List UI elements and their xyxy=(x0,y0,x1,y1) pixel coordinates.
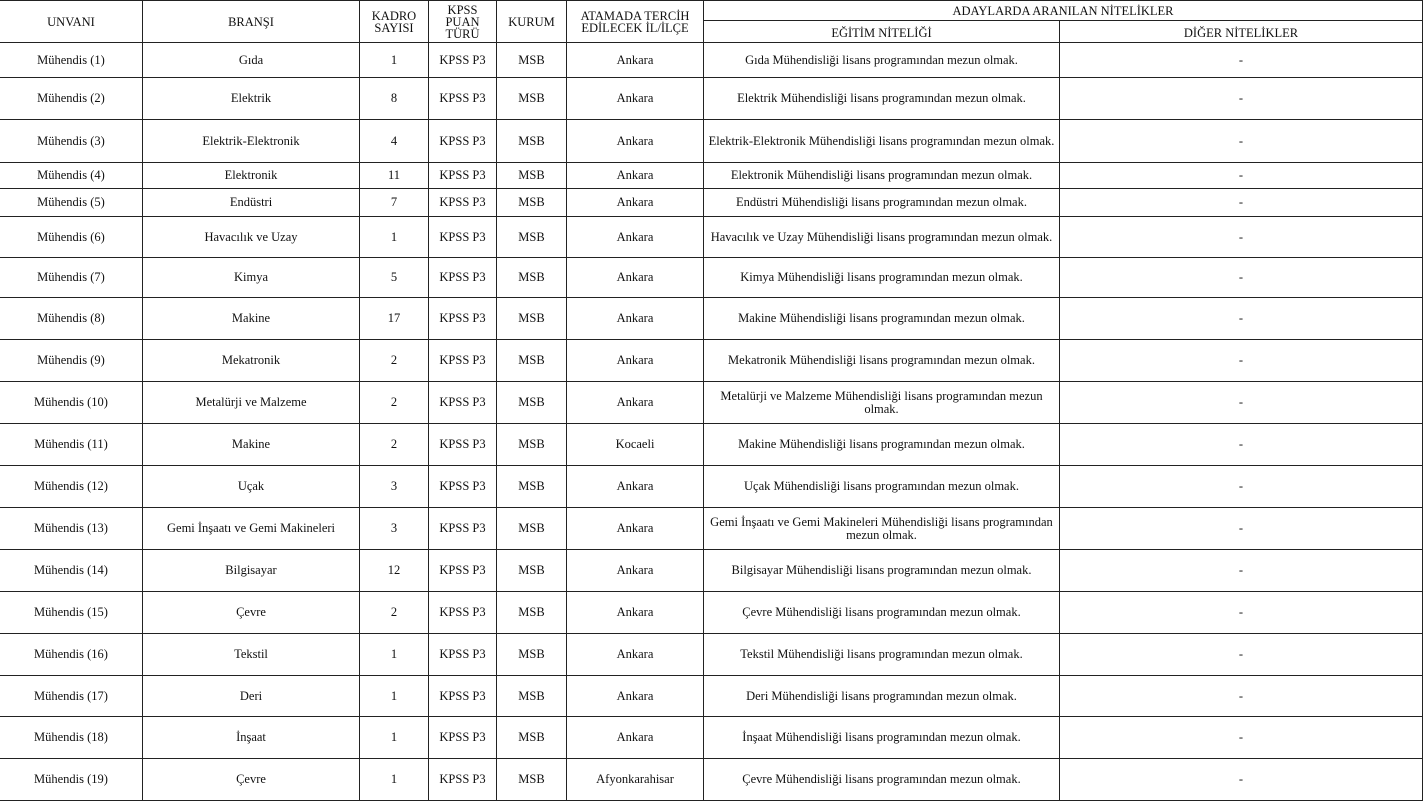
cell-kadro: 1 xyxy=(360,43,429,78)
cell-unvan: Mühendis (5) xyxy=(0,189,143,217)
cell-egitim: İnşaat Mühendisliği lisans programından mezun olmak. xyxy=(704,717,1060,759)
header-atama: ATAMADA TERCİH EDİLECEK İL/İLÇE xyxy=(567,1,704,43)
cell-kadro: 17 xyxy=(360,298,429,340)
cell-kpss: KPSS P3 xyxy=(429,550,497,592)
cell-egitim: Gemi İnşaatı ve Gemi Makineleri Mühendisliği lisans programından mezun olmak. xyxy=(704,508,1060,550)
cell-kpss: KPSS P3 xyxy=(429,424,497,466)
table-row xyxy=(0,163,1423,189)
cell-kurum: MSB xyxy=(497,78,567,120)
cell-kurum: MSB xyxy=(497,258,567,298)
cell-il: Ankara xyxy=(567,298,704,340)
cell-il: Ankara xyxy=(567,189,704,217)
cell-egitim: Elektronik Mühendisliği lisans programından mezun olmak. xyxy=(704,163,1060,189)
cell-kpss: KPSS P3 xyxy=(429,759,497,801)
cell-egitim: Deri Mühendisliği lisans programından mezun olmak. xyxy=(704,676,1060,717)
cell-kpss: KPSS P3 xyxy=(429,189,497,217)
cell-diger: - xyxy=(1060,43,1423,78)
cell-kadro: 4 xyxy=(360,120,429,163)
cell-egitim: Makine Mühendisliği lisans programından mezun olmak. xyxy=(704,424,1060,466)
header-diger: DİĞER NİTELİKLER xyxy=(1060,21,1423,43)
cell-diger: - xyxy=(1060,424,1423,466)
cell-kpss: KPSS P3 xyxy=(429,120,497,163)
cell-kurum: MSB xyxy=(497,340,567,382)
cell-kurum: MSB xyxy=(497,676,567,717)
cell-kurum: MSB xyxy=(497,163,567,189)
cell-kpss: KPSS P3 xyxy=(429,466,497,508)
table-row xyxy=(0,676,1423,717)
cell-egitim: Elektrik-Elektronik Mühendisliği lisans programından mezun olmak. xyxy=(704,120,1060,163)
cell-brans: Gemi İnşaatı ve Gemi Makineleri xyxy=(143,508,360,550)
header-egitim: EĞİTİM NİTELİĞİ xyxy=(704,21,1060,43)
cell-egitim: Havacılık ve Uzay Mühendisliği lisans programından mezun olmak. xyxy=(704,217,1060,258)
cell-kadro: 2 xyxy=(360,592,429,634)
cell-unvan: Mühendis (14) xyxy=(0,550,143,592)
cell-egitim: Endüstri Mühendisliği lisans programından mezun olmak. xyxy=(704,189,1060,217)
cell-brans: Gıda xyxy=(143,43,360,78)
cell-egitim: Mekatronik Mühendisliği lisans programından mezun olmak. xyxy=(704,340,1060,382)
table-row xyxy=(0,340,1423,382)
table-row xyxy=(0,592,1423,634)
cell-kurum: MSB xyxy=(497,759,567,801)
cell-diger: - xyxy=(1060,189,1423,217)
cell-kadro: 1 xyxy=(360,634,429,676)
cell-kadro: 3 xyxy=(360,466,429,508)
cell-kurum: MSB xyxy=(497,189,567,217)
cell-kurum: MSB xyxy=(497,43,567,78)
cell-kpss: KPSS P3 xyxy=(429,717,497,759)
cell-kurum: MSB xyxy=(497,634,567,676)
cell-unvan: Mühendis (17) xyxy=(0,676,143,717)
cell-egitim: Kimya Mühendisliği lisans programından mezun olmak. xyxy=(704,258,1060,298)
cell-il: Ankara xyxy=(567,676,704,717)
cell-diger: - xyxy=(1060,550,1423,592)
cell-kadro: 2 xyxy=(360,424,429,466)
cell-kpss: KPSS P3 xyxy=(429,298,497,340)
cell-egitim: Gıda Mühendisliği lisans programından mezun olmak. xyxy=(704,43,1060,78)
table-row xyxy=(0,78,1423,120)
cell-il: Ankara xyxy=(567,163,704,189)
header-brans: BRANŞI xyxy=(143,1,360,43)
table-row xyxy=(0,759,1423,801)
cell-brans: Kimya xyxy=(143,258,360,298)
cell-kpss: KPSS P3 xyxy=(429,43,497,78)
cell-kpss: KPSS P3 xyxy=(429,676,497,717)
cell-diger: - xyxy=(1060,120,1423,163)
table-body xyxy=(0,43,1423,801)
cell-kpss: KPSS P3 xyxy=(429,634,497,676)
cell-il: Ankara xyxy=(567,217,704,258)
cell-diger: - xyxy=(1060,298,1423,340)
cell-egitim: Makine Mühendisliği lisans programından mezun olmak. xyxy=(704,298,1060,340)
cell-diger: - xyxy=(1060,78,1423,120)
header-kadro: KADRO SAYISI xyxy=(360,1,429,43)
cell-brans: Bilgisayar xyxy=(143,550,360,592)
cell-unvan: Mühendis (10) xyxy=(0,382,143,424)
cell-kpss: KPSS P3 xyxy=(429,340,497,382)
cell-il: Ankara xyxy=(567,382,704,424)
cell-unvan: Mühendis (8) xyxy=(0,298,143,340)
table-row xyxy=(0,298,1423,340)
table-row xyxy=(0,466,1423,508)
cell-kurum: MSB xyxy=(497,592,567,634)
table-row xyxy=(0,217,1423,258)
cell-kpss: KPSS P3 xyxy=(429,592,497,634)
table-row xyxy=(0,634,1423,676)
cell-egitim: Elektrik Mühendisliği lisans programından mezun olmak. xyxy=(704,78,1060,120)
cell-kurum: MSB xyxy=(497,298,567,340)
cell-egitim: Bilgisayar Mühendisliği lisans programından mezun olmak. xyxy=(704,550,1060,592)
cell-egitim: Tekstil Mühendisliği lisans programından mezun olmak. xyxy=(704,634,1060,676)
cell-il: Kocaeli xyxy=(567,424,704,466)
cell-kadro: 7 xyxy=(360,189,429,217)
cell-kurum: MSB xyxy=(497,717,567,759)
table-row xyxy=(0,258,1423,298)
cell-il: Ankara xyxy=(567,634,704,676)
cell-unvan: Mühendis (9) xyxy=(0,340,143,382)
cell-brans: Makine xyxy=(143,424,360,466)
cell-unvan: Mühendis (15) xyxy=(0,592,143,634)
cell-kurum: MSB xyxy=(497,217,567,258)
cell-egitim: Çevre Mühendisliği lisans programından mezun olmak. xyxy=(704,592,1060,634)
cell-kadro: 12 xyxy=(360,550,429,592)
table-row xyxy=(0,43,1423,78)
cell-kadro: 1 xyxy=(360,759,429,801)
cell-unvan: Mühendis (16) xyxy=(0,634,143,676)
table-row xyxy=(0,508,1423,550)
cell-diger: - xyxy=(1060,508,1423,550)
cell-kadro: 11 xyxy=(360,163,429,189)
cell-unvan: Mühendis (13) xyxy=(0,508,143,550)
cell-kadro: 5 xyxy=(360,258,429,298)
cell-diger: - xyxy=(1060,466,1423,508)
cell-il: Ankara xyxy=(567,508,704,550)
header-kpss: KPSS PUAN TÜRÜ xyxy=(429,1,497,43)
cell-brans: İnşaat xyxy=(143,717,360,759)
cell-il: Afyonkarahisar xyxy=(567,759,704,801)
cell-il: Ankara xyxy=(567,78,704,120)
cell-unvan: Mühendis (1) xyxy=(0,43,143,78)
cell-brans: Mekatronik xyxy=(143,340,360,382)
cell-diger: - xyxy=(1060,676,1423,717)
cell-diger: - xyxy=(1060,217,1423,258)
cell-diger: - xyxy=(1060,258,1423,298)
cell-brans: Çevre xyxy=(143,759,360,801)
header-kurum: KURUM xyxy=(497,1,567,43)
cell-unvan: Mühendis (18) xyxy=(0,717,143,759)
cell-unvan: Mühendis (19) xyxy=(0,759,143,801)
cell-kpss: KPSS P3 xyxy=(429,78,497,120)
cell-brans: Elektrik-Elektronik xyxy=(143,120,360,163)
cell-egitim: Uçak Mühendisliği lisans programından mezun olmak. xyxy=(704,466,1060,508)
cell-kadro: 3 xyxy=(360,508,429,550)
header-unvan: UNVANI xyxy=(0,1,143,43)
cell-diger: - xyxy=(1060,634,1423,676)
cell-il: Ankara xyxy=(567,120,704,163)
cell-diger: - xyxy=(1060,382,1423,424)
cell-diger: - xyxy=(1060,592,1423,634)
cell-unvan: Mühendis (3) xyxy=(0,120,143,163)
cell-kpss: KPSS P3 xyxy=(429,258,497,298)
cell-kpss: KPSS P3 xyxy=(429,217,497,258)
cell-brans: Deri xyxy=(143,676,360,717)
table-row xyxy=(0,120,1423,163)
table-row xyxy=(0,189,1423,217)
cell-kurum: MSB xyxy=(497,550,567,592)
cell-brans: Elektrik xyxy=(143,78,360,120)
cell-il: Ankara xyxy=(567,717,704,759)
cell-kurum: MSB xyxy=(497,424,567,466)
cell-unvan: Mühendis (4) xyxy=(0,163,143,189)
table-row xyxy=(0,382,1423,424)
cell-il: Ankara xyxy=(567,258,704,298)
cell-kurum: MSB xyxy=(497,466,567,508)
cell-unvan: Mühendis (6) xyxy=(0,217,143,258)
cell-il: Ankara xyxy=(567,340,704,382)
table-row xyxy=(0,717,1423,759)
cell-kadro: 2 xyxy=(360,382,429,424)
header-nitelikler: ADAYLARDA ARANILAN NİTELİKLER xyxy=(704,1,1423,21)
cell-unvan: Mühendis (12) xyxy=(0,466,143,508)
cell-kadro: 1 xyxy=(360,676,429,717)
cell-il: Ankara xyxy=(567,43,704,78)
cell-kpss: KPSS P3 xyxy=(429,382,497,424)
cell-unvan: Mühendis (7) xyxy=(0,258,143,298)
cell-kadro: 1 xyxy=(360,217,429,258)
cell-kurum: MSB xyxy=(497,508,567,550)
cell-unvan: Mühendis (2) xyxy=(0,78,143,120)
cell-kpss: KPSS P3 xyxy=(429,163,497,189)
cell-diger: - xyxy=(1060,163,1423,189)
cell-il: Ankara xyxy=(567,550,704,592)
cell-brans: Elektronik xyxy=(143,163,360,189)
cell-brans: Uçak xyxy=(143,466,360,508)
cell-brans: Havacılık ve Uzay xyxy=(143,217,360,258)
cell-egitim: Çevre Mühendisliği lisans programından mezun olmak. xyxy=(704,759,1060,801)
cell-brans: Endüstri xyxy=(143,189,360,217)
cell-il: Ankara xyxy=(567,592,704,634)
cell-kadro: 2 xyxy=(360,340,429,382)
table-row xyxy=(0,550,1423,592)
cell-kurum: MSB xyxy=(497,382,567,424)
cell-kurum: MSB xyxy=(497,120,567,163)
cell-kpss: KPSS P3 xyxy=(429,508,497,550)
cell-kadro: 8 xyxy=(360,78,429,120)
cell-diger: - xyxy=(1060,717,1423,759)
cell-brans: Metalürji ve Malzeme xyxy=(143,382,360,424)
cell-kadro: 1 xyxy=(360,717,429,759)
table-header xyxy=(0,1,1423,43)
cell-brans: Makine xyxy=(143,298,360,340)
table-row xyxy=(0,424,1423,466)
cell-unvan: Mühendis (11) xyxy=(0,424,143,466)
cell-diger: - xyxy=(1060,340,1423,382)
cell-il: Ankara xyxy=(567,466,704,508)
cell-diger: - xyxy=(1060,759,1423,801)
cell-egitim: Metalürji ve Malzeme Mühendisliği lisans programından mezun olmak. xyxy=(704,382,1060,424)
cell-brans: Tekstil xyxy=(143,634,360,676)
cell-brans: Çevre xyxy=(143,592,360,634)
